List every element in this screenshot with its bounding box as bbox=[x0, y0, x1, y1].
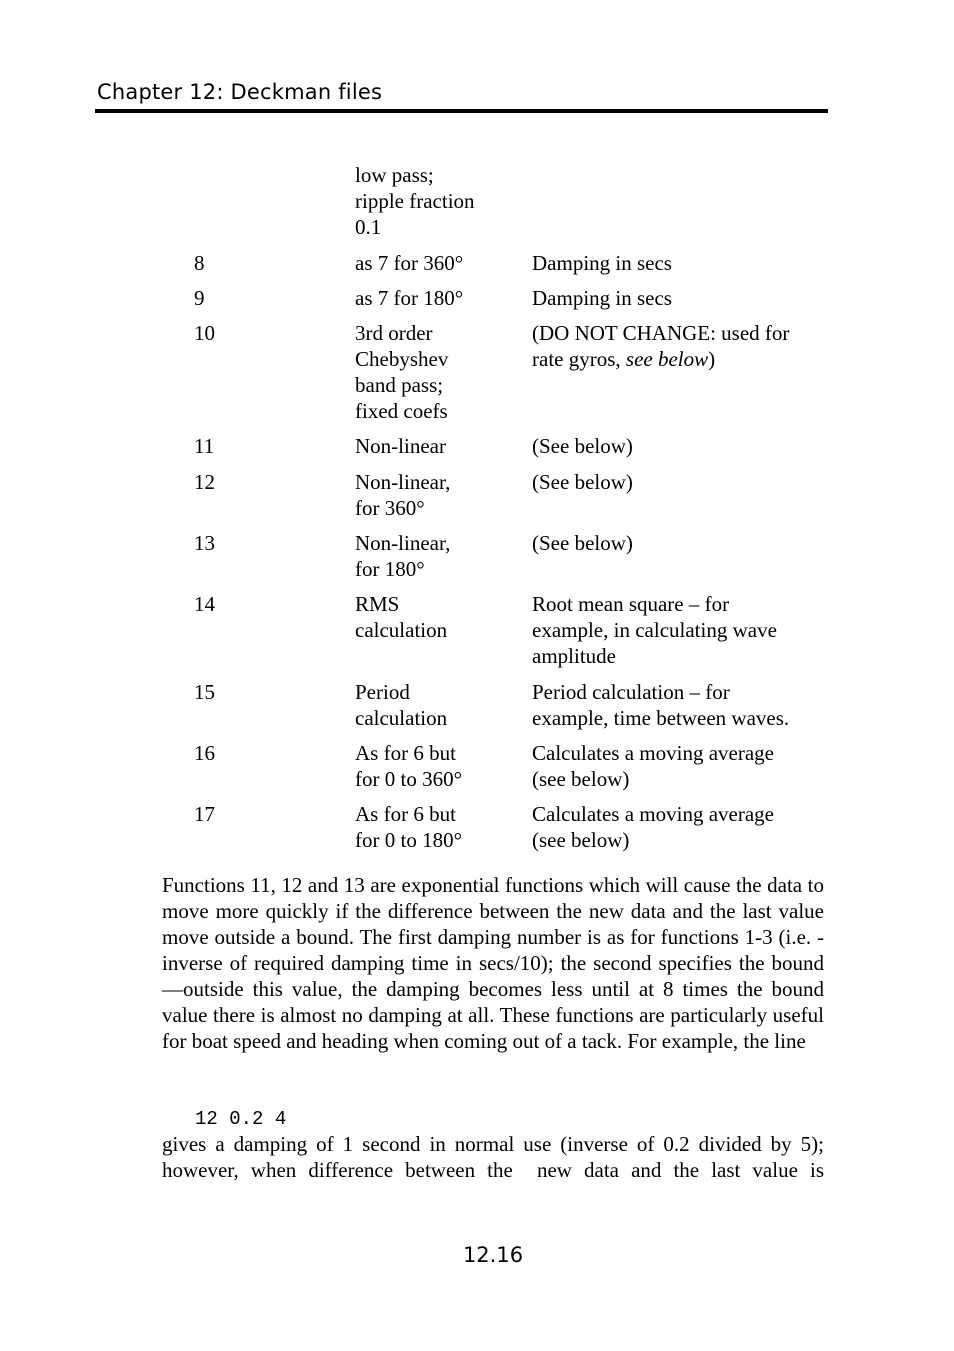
code-example: 12 0.2 4 bbox=[195, 1108, 287, 1130]
desc-line: Damping in secs bbox=[532, 251, 672, 275]
func-line: for 360° bbox=[355, 496, 425, 520]
desc-line: (see below) bbox=[532, 767, 630, 791]
row-number: 17 bbox=[194, 802, 215, 826]
func-line: as 7 for 360° bbox=[355, 251, 464, 275]
body-paragraph: Functions 11, 12 and 13 are exponential functions which will cause the data to move more quickly if the difference between the new data and the last value move outside a bound. The first damping number is as for functions 1-3 (i.e. - inverse of required damping time in secs/10); the second specifies the bound—outside this value, the damping becomes less until at 8 times the bound value there is almost no damping at all. These functions are particularly useful for boat speed and heading when coming out of a tack. For example, the line bbox=[162, 873, 824, 1053]
func-line: band pass; bbox=[355, 373, 444, 397]
desc-text: rate gyros, bbox=[532, 347, 626, 371]
row-number: 16 bbox=[194, 741, 215, 765]
func-line: calculation bbox=[355, 618, 448, 642]
row-number: 9 bbox=[194, 286, 205, 310]
func-line: Chebyshev bbox=[355, 347, 449, 371]
desc-line: example, time between waves. bbox=[532, 706, 790, 730]
chapter-header: Chapter 12: Deckman files bbox=[97, 80, 383, 104]
func-line: As for 6 but bbox=[355, 741, 456, 765]
desc-line: (See below) bbox=[532, 531, 633, 555]
func-line: 0.1 bbox=[355, 215, 382, 239]
desc-line: (see below) bbox=[532, 828, 630, 852]
func-line: Non-linear, bbox=[355, 470, 451, 494]
desc-line: Calculates a moving average bbox=[532, 802, 774, 826]
func-line: for 0 to 360° bbox=[355, 767, 462, 791]
paragraph-line: however, when difference between the new data and the last value is bbox=[162, 1158, 824, 1182]
func-line: Non-linear bbox=[355, 434, 446, 458]
func-line: fixed coefs bbox=[355, 399, 448, 423]
row-number: 11 bbox=[194, 434, 215, 458]
row-number: 8 bbox=[194, 251, 205, 275]
func-line: as 7 for 180° bbox=[355, 286, 464, 310]
desc-line: Period calculation – for bbox=[532, 680, 730, 704]
func-line: for 0 to 180° bbox=[355, 828, 462, 852]
desc-italic: see below bbox=[625, 347, 709, 371]
func-line: calculation bbox=[355, 706, 448, 730]
row-number: 12 bbox=[194, 470, 215, 494]
func-line: ripple fraction bbox=[355, 189, 475, 213]
func-line: RMS bbox=[355, 592, 400, 616]
desc-line: Calculates a moving average bbox=[532, 741, 774, 765]
func-line: Non-linear, bbox=[355, 531, 451, 555]
row-number: 15 bbox=[194, 680, 215, 704]
func-line: 3rd order bbox=[355, 321, 433, 345]
row-number: 13 bbox=[194, 531, 215, 555]
desc-line: (DO NOT CHANGE: used for bbox=[532, 321, 790, 345]
desc-line: amplitude bbox=[532, 644, 616, 668]
row-number: 14 bbox=[194, 592, 215, 616]
func-line: As for 6 but bbox=[355, 802, 456, 826]
body-paragraph-continued bbox=[162, 1131, 824, 1183]
desc-line bbox=[532, 346, 832, 372]
paragraph-line: gives a damping of 1 second in normal use (inverse of 0.2 divided by 5); bbox=[162, 1132, 824, 1156]
func-line: low pass; bbox=[355, 163, 434, 187]
desc-line: Damping in secs bbox=[532, 286, 672, 310]
desc-line: (See below) bbox=[532, 434, 633, 458]
func-line: Period bbox=[355, 680, 410, 704]
row-number: 10 bbox=[194, 321, 215, 345]
header-rule bbox=[95, 109, 828, 113]
page-number: 12.16 bbox=[462, 1243, 524, 1267]
desc-line: Root mean square – for bbox=[532, 592, 730, 616]
desc-line: (See below) bbox=[532, 470, 633, 494]
desc-line: example, in calculating wave bbox=[532, 618, 777, 642]
func-line: for 180° bbox=[355, 557, 425, 581]
desc-tail: ) bbox=[708, 347, 716, 371]
